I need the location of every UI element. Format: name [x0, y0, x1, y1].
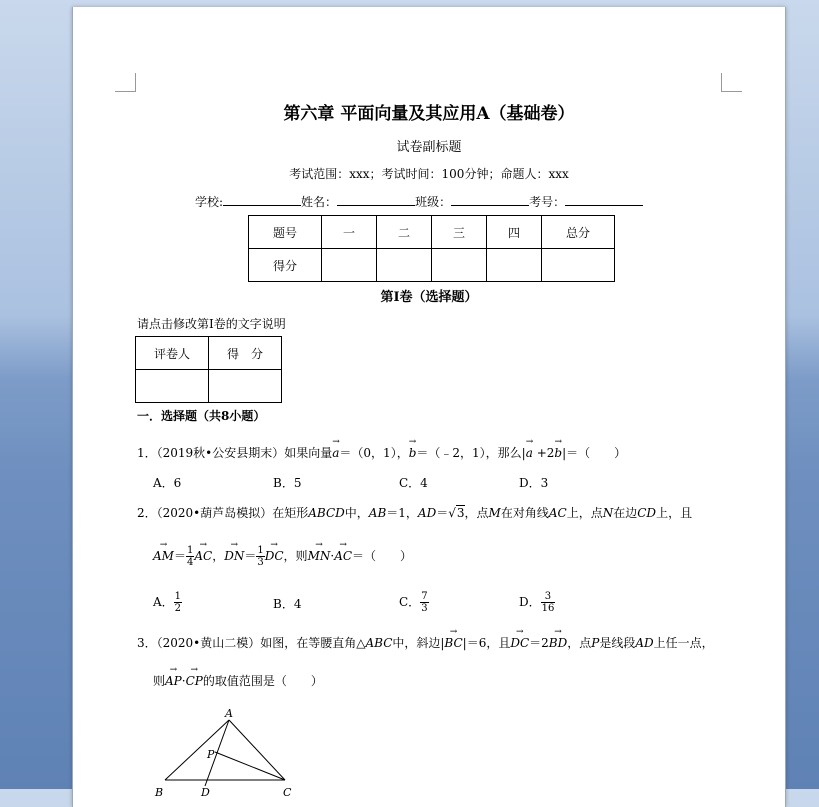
question-3-line2: [153, 672, 323, 689]
option-label: C．: [399, 595, 421, 609]
numerator: 3: [541, 591, 556, 603]
option-label: D．: [519, 595, 541, 609]
score-header-cell: 二: [377, 216, 432, 249]
vector-ac: → AC: [334, 549, 352, 563]
score-table: [248, 215, 615, 282]
question-3: [137, 634, 714, 651]
q2-eq: ＝: [244, 549, 257, 563]
vector-dc: → DC: [510, 636, 529, 650]
score-cell[interactable]: [432, 249, 487, 282]
document-page[interactable]: [72, 7, 786, 807]
grader-header-cell: 评卷人: [136, 337, 209, 370]
volume1-hint[interactable]: 请点击修改第Ⅰ卷的文字说明: [137, 317, 286, 331]
fraction-1-3: [256, 545, 264, 568]
score-cell[interactable]: [487, 249, 542, 282]
q2-cd: CD: [637, 506, 657, 520]
crop-mark-left: [115, 73, 136, 92]
id-blank: [565, 193, 643, 206]
q2-text: ＝: [436, 506, 449, 520]
q2-then: ，则: [283, 549, 308, 563]
page-subtitle: 试卷副标题: [396, 140, 462, 155]
q2-text: 上，点: [566, 506, 603, 520]
score-cell[interactable]: [322, 249, 377, 282]
vector-bd: → BD: [549, 636, 567, 650]
vector-b: → b: [409, 446, 417, 460]
numerator: 1: [186, 545, 194, 556]
denominator: 4: [186, 557, 194, 568]
name-blank: [337, 193, 415, 206]
fraction-option-a: [174, 591, 182, 614]
q3-tail: 的取值范围是（ ）: [202, 674, 323, 688]
class-label: 班级：: [415, 195, 452, 209]
q2-abcd: ABCD: [308, 506, 345, 520]
q2-ac: AC: [548, 506, 567, 520]
q1-text: ＝（0，1），: [339, 446, 409, 460]
score-header-cell: 三: [432, 216, 487, 249]
score-header-cell: 总分: [542, 216, 615, 249]
question-2-line2: [153, 545, 412, 568]
vector-bc: → BC: [444, 636, 462, 650]
vertex-label-c: C: [283, 786, 292, 797]
q2-text: 上，且: [656, 506, 693, 520]
q1-lead: 1．（2019秋•公安县期末）如果向量: [137, 446, 333, 460]
score-cell[interactable]: [542, 249, 615, 282]
section-heading: 一．选择题（共8小题）: [137, 409, 266, 423]
grader-table: [135, 336, 282, 403]
q3-p: P: [591, 636, 600, 650]
q2-text: 中，: [344, 506, 369, 520]
q3-text: 中，斜边|: [392, 636, 445, 650]
fraction-option-c: [420, 591, 428, 614]
vector-dc: → DC: [265, 549, 284, 563]
grader-header-cell: 得 分: [209, 337, 282, 370]
vector-mn: → MN: [308, 549, 331, 563]
q3-text: 上任一点，: [653, 636, 714, 650]
point-label-d: D: [201, 786, 210, 797]
score-cell[interactable]: [377, 249, 432, 282]
q2-option-b: B．4: [273, 597, 302, 611]
q3-ad: AD: [635, 636, 654, 650]
q1-tail: |＝（ ）: [562, 446, 627, 460]
grader-cell[interactable]: [209, 370, 282, 403]
q1-text: ＝（﹣2，1），那么|: [416, 446, 526, 460]
dot-operator: ·: [330, 549, 335, 563]
vector-a: → a: [526, 446, 533, 460]
question-2: 2．（2020•葫芦岛模拟）在矩形ABCD中，AB＝1，AD＝√3，点M在对角线AC上，点N在边CD上，且: [137, 506, 693, 520]
page-title: 第六章 平面向量及其应用A（基础卷）: [283, 104, 575, 124]
q2-option-c: [399, 591, 429, 614]
numerator: 1: [257, 545, 264, 556]
vertex-label-a: A: [225, 707, 233, 720]
triangle-figure: [153, 707, 303, 797]
q2-text: 在边: [613, 506, 638, 520]
segment-pc: [215, 752, 285, 780]
score-header-cell: 四: [487, 216, 542, 249]
edge-ab: [165, 720, 229, 780]
point-label-p: P: [207, 748, 215, 761]
vector-am: → AM: [153, 549, 174, 563]
dot-operator: ·: [181, 674, 186, 688]
q2-ab: AB: [368, 506, 387, 520]
option-label: A．: [153, 595, 174, 609]
q2-option-d: [519, 591, 555, 614]
q2-n: N: [602, 506, 614, 520]
q3-text: |＝6，且: [462, 636, 511, 650]
score-row-label: 得分: [249, 249, 322, 282]
volume1-title: 第Ⅰ卷（选择题）: [380, 290, 478, 305]
q3-text: 是线段: [599, 636, 636, 650]
exam-info: 考试范围：xxx；考试时间：100分钟；命题人：xxx: [289, 167, 569, 181]
student-fields: [195, 193, 643, 210]
q3-text: ＝2: [529, 636, 549, 650]
q3-abc: ABC: [365, 636, 393, 650]
q1-option-c: C．4: [399, 476, 428, 490]
vector-cp: → CP: [186, 674, 203, 688]
class-blank: [451, 193, 529, 206]
fraction-option-d: [541, 591, 556, 614]
score-header-cell: 一: [322, 216, 377, 249]
q1-option-b: B．5: [273, 476, 302, 490]
q1-option-d: D．3: [519, 476, 549, 490]
denominator: 16: [541, 603, 555, 614]
denominator: 3: [257, 557, 264, 568]
vector-b: → b: [554, 446, 562, 460]
score-table-header-row: [249, 216, 615, 249]
question-1: [137, 444, 626, 461]
q1-option-a: A．6: [153, 476, 182, 490]
edge-ac: [229, 720, 285, 780]
vector-a: → a: [332, 446, 339, 460]
q2-text: 在对角线: [500, 506, 549, 520]
q2-option-a: [153, 591, 182, 614]
vertex-label-b: B: [155, 786, 164, 797]
school-blank: [223, 193, 301, 206]
grader-cell[interactable]: [136, 370, 209, 403]
numerator: 7: [421, 591, 428, 602]
q3-text: 则: [153, 674, 166, 688]
score-header-cell: 题号: [249, 216, 322, 249]
score-table-score-row: [249, 249, 615, 282]
id-label: 考号：: [529, 195, 566, 209]
vector-ac: → AC: [194, 549, 212, 563]
q1-text: +2: [532, 446, 555, 460]
denominator: 3: [421, 603, 428, 614]
q2-text: ＝1，: [386, 506, 418, 520]
q2-tail: ＝（ ）: [352, 549, 413, 563]
q2-lead: 2．（2020•葫芦岛模拟）在矩形: [137, 506, 309, 520]
q2-sqrt3: 3: [456, 506, 465, 520]
q2-text: ，点: [464, 506, 489, 520]
name-label: 姓名：: [301, 195, 338, 209]
q2-m: M: [488, 506, 501, 520]
numerator: 1: [174, 591, 182, 602]
q2-ad: AD: [417, 506, 437, 520]
q2-comma: ，: [212, 549, 225, 563]
crop-mark-right: [721, 73, 742, 92]
denominator: 2: [174, 603, 182, 614]
vector-ap: → AP: [165, 674, 182, 688]
school-label: 学校:: [195, 195, 224, 209]
q3-lead: 3．（2020•黄山二模）如图，在等腰直角△: [137, 636, 366, 650]
q2-eq: ＝: [173, 549, 186, 563]
vector-dn: → DN: [224, 549, 244, 563]
q3-text: ，点: [567, 636, 592, 650]
